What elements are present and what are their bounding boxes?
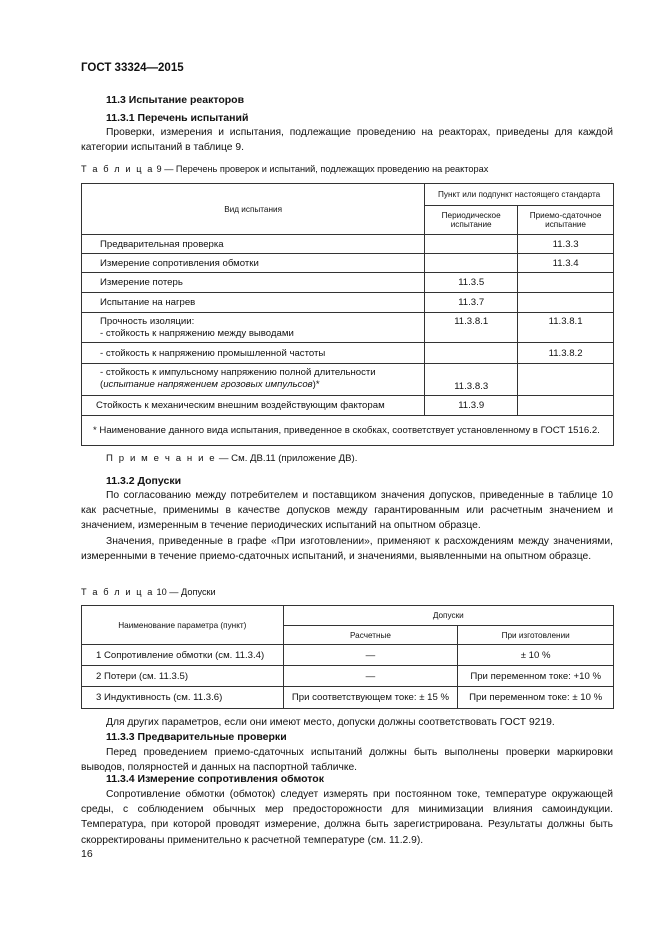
standard-header: ГОСТ 33324—2015 <box>81 62 184 74</box>
after-table10-text: Для других параметров, если они имеют место, допуски должны соответствовать ГОСТ 9219. <box>106 717 555 728</box>
table10-header-mfg: При изготовлении <box>458 626 614 645</box>
table10-caption <box>81 587 216 597</box>
table-row <box>82 293 614 313</box>
table-row <box>82 364 614 396</box>
table-row <box>82 254 614 273</box>
table9-cell-periodic: 11.3.9 <box>425 396 518 416</box>
table10-cell-calc: — <box>283 645 458 666</box>
table9-header-group: Пункт или подпункт настоящего стандарта <box>425 184 614 206</box>
table9-cell-name: Измерение сопротивления обмотки <box>82 254 425 273</box>
table9-cell-acceptance <box>518 273 614 293</box>
table-row <box>82 313 614 343</box>
table9-header-periodic: Периодическое испытание <box>425 206 518 235</box>
table9-cell-name-end: )* <box>312 379 320 390</box>
table10-header-name: Наименование параметра (пункт) <box>82 606 284 645</box>
section-11-3-1-title: 11.3.1 Перечень испытаний <box>106 112 249 124</box>
table9-cell-name-italic: испытание напряжением грозовых импульсов <box>103 379 313 390</box>
table9-caption-text: 9 — Перечень проверок и испытаний, подлежащих проведению на реакторах <box>156 164 489 174</box>
table-row <box>82 687 614 709</box>
table9-cell-name-start: - стойкость к импульсному напряжению полной длительности ( <box>100 367 376 390</box>
table-10 <box>81 605 614 709</box>
table9-cell-name: Испытание на нагрев <box>82 293 425 313</box>
section-11-3-2-para2: Значения, приведенные в графе «При изготовлении», применяют к расхождениям между значениями, измеренными в течение приемо-сдаточных испытаний, и значениями, выявленными на опытном образце. <box>81 536 613 563</box>
table9-cell-acceptance <box>518 293 614 313</box>
table10-cell-name: 1 Сопротивление обмотки (см. 11.3.4) <box>82 645 284 666</box>
table9-cell-periodic <box>425 343 518 364</box>
table10-cell-mfg: ± 10 % <box>458 645 614 666</box>
table9-cell-name: - стойкость к напряжению промышленной частоты <box>82 343 425 364</box>
table10-cell-mfg: При переменном токе: +10 % <box>458 666 614 687</box>
table9-cell-acceptance: 11.3.8.2 <box>518 343 614 364</box>
table-row <box>82 273 614 293</box>
table10-header-group: Допуски <box>283 606 613 626</box>
section-11-3-3-text: Перед проведением приемо-сдаточных испытаний должны быть выполнены проверки маркировки выводов, полярностей и данных на паспортной табличке. <box>81 747 613 774</box>
section-11-3-2-title: 11.3.2 Допуски <box>106 475 182 487</box>
table10-cell-calc: При соответствующем токе: ± 15 % <box>283 687 458 709</box>
table9-cell-periodic: 11.3.8.3 <box>425 364 518 396</box>
table10-header-calc: Расчетные <box>283 626 458 645</box>
table9-header-kind: Вид испытания <box>82 184 425 235</box>
table10-caption-prefix: Т а б л и ц а <box>81 587 154 597</box>
table10-caption-text: 10 — Допуски <box>156 587 216 597</box>
section-11-3-2-para1: По согласованию между потребителем и поставщиком значения допусков, приведенные в таблице 10 как расчетные, применимы в качестве допусков между гарантированным или расчетным значением и значением, измеренным в течение периодических испытаний на опытном образце. <box>81 490 613 532</box>
table9-caption <box>81 164 488 174</box>
table9-cell-name <box>82 364 425 396</box>
table9-cell-acceptance: 11.3.4 <box>518 254 614 273</box>
table9-cell-name: Предварительная проверка <box>82 235 425 254</box>
table9-cell-acceptance <box>518 396 614 416</box>
table10-cell-name: 2 Потери (см. 11.3.5) <box>82 666 284 687</box>
table9-caption-prefix: Т а б л и ц а <box>81 164 154 174</box>
section-11-3-3-title: 11.3.3 Предварительные проверки <box>106 731 287 743</box>
table-row <box>82 666 614 687</box>
page-number: 16 <box>81 848 93 860</box>
table9-cell-periodic: 11.3.5 <box>425 273 518 293</box>
section-11-3-4-title: 11.3.4 Измерение сопротивления обмоток <box>106 773 324 785</box>
table9-cell-periodic: 11.3.7 <box>425 293 518 313</box>
table9-note <box>106 453 357 464</box>
note-prefix: П р и м е ч а н и е <box>106 453 217 464</box>
table9-cell-acceptance <box>518 364 614 396</box>
table9-cell-periodic: 11.3.8.1 <box>425 313 518 343</box>
table-row <box>82 396 614 416</box>
table10-cell-calc: — <box>283 666 458 687</box>
table9-cell-periodic <box>425 254 518 273</box>
table9-cell-name: Стойкость к механическим внешним воздействующим факторам <box>82 396 425 416</box>
table9-cell-name: Измерение потерь <box>82 273 425 293</box>
table9-cell-acceptance: 11.3.8.1 <box>518 313 614 343</box>
section-11-3-1-text: Проверки, измерения и испытания, подлежащие проведению на реакторах, приведены для каждой категории испытаний в таблице 9. <box>81 127 613 154</box>
table-row <box>82 343 614 364</box>
table-9 <box>81 183 614 446</box>
section-11-3-title: 11.3 Испытание реакторов <box>106 94 245 106</box>
table10-cell-name: 3 Индуктивность (см. 11.3.6) <box>82 687 284 709</box>
table9-cell-name-line1: Прочность изоляции: <box>100 316 195 327</box>
table10-cell-mfg: При переменном токе: ± 10 % <box>458 687 614 709</box>
table9-cell-name-line2: - стойкость к напряжению между выводами <box>100 328 294 339</box>
table9-cell-acceptance: 11.3.3 <box>518 235 614 254</box>
table-row <box>82 235 614 254</box>
section-11-3-4-text: Сопротивление обмотки (обмоток) следует измерять при постоянном токе, температуре окружающей среды, с соблюдением обычных мер предосторожности для минимизации влияния самоиндукции. Температура, при которой проводят измерение, должна быть зарегистрирована. Результаты должны быть скорректированы применительно к расчетной температуре (см. 11.2.9). <box>81 789 613 846</box>
table9-cell-name <box>82 313 425 343</box>
table9-footnote: * Наименование данного вида испытания, приведенное в скобках, соответствует установленному в ГОСТ 1516.2. <box>82 416 614 446</box>
table9-header-acceptance: Приемо-сдаточное испытание <box>518 206 614 235</box>
table9-cell-periodic <box>425 235 518 254</box>
table-row <box>82 645 614 666</box>
note-text: — См. ДВ.11 (приложение ДВ). <box>216 453 358 464</box>
